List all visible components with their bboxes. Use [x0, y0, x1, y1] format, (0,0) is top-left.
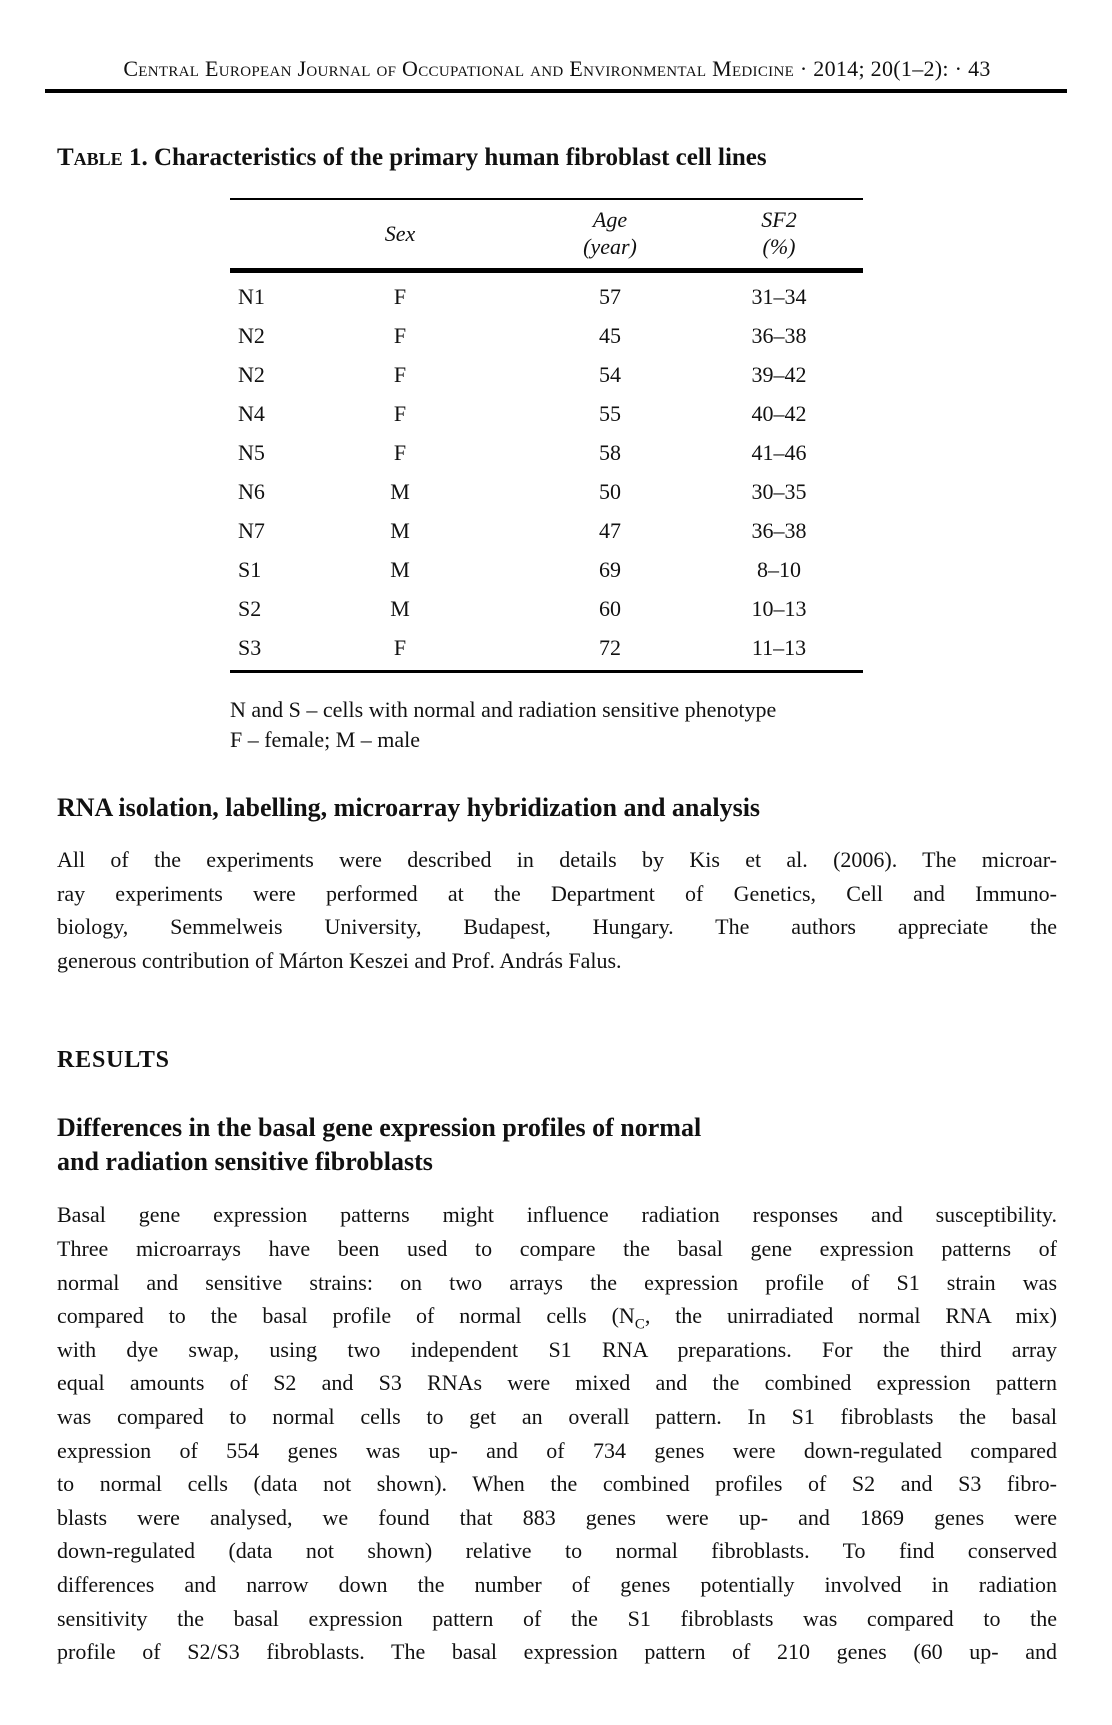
table-cell-sex: M [390, 517, 410, 543]
table-cell-sex: F [393, 634, 407, 660]
characteristics-table [230, 198, 863, 673]
table-cell-line: S1 [238, 556, 262, 582]
table-body [230, 273, 863, 673]
table-cell-sex: F [393, 439, 407, 465]
table-cell-line: N6 [238, 478, 265, 504]
table-row [230, 511, 863, 550]
table-cell-line: N2 [238, 361, 265, 387]
table-cell-age: 54 [599, 361, 621, 387]
table-row [230, 550, 863, 589]
footnote-line: F – female; M – male [230, 726, 421, 752]
table-cell-line: S3 [238, 634, 262, 660]
table-row [230, 589, 863, 628]
text-line: to normal cells (data not shown). When the combined profiles of S2 and S3 fibro- [57, 1471, 1057, 1497]
text-line: down-regulated (data not shown) relative to normal fibroblasts. To find conserved [57, 1538, 1057, 1564]
table-cell-age: 60 [599, 595, 621, 621]
text-line: and radiation sensitive fibroblasts [57, 1147, 433, 1177]
table-cell-sf2: 39–42 [751, 361, 807, 387]
table-cell-sex: M [390, 595, 410, 621]
text-line: compared to the basal profile of normal cells ($N_C$, the unirradiated normal RNA mix) [57, 1303, 1057, 1333]
text-line: differences and narrow down the number of genes potentially involved in radiation [57, 1571, 1057, 1597]
table-row [230, 316, 863, 355]
section-heading-rna: RNA isolation, labelling, microarray hybridization and analysis [57, 793, 761, 822]
table-row [230, 628, 863, 667]
header-rule [45, 89, 1067, 93]
text-line: Differences in the basal gene expression profiles of normal [57, 1113, 702, 1143]
table-cell-sex: F [393, 283, 407, 309]
text-line: All of the experiments were described in details by Kis et al. (2006). The microar- [57, 847, 1057, 872]
table-footnotes [230, 695, 1057, 754]
text-line: was compared to normal cells to get an overall pattern. In S1 fibroblasts the basal [57, 1403, 1057, 1429]
text-line: normal and sensitive strains: on two arrays the expression profile of S1 strain was [57, 1269, 1057, 1295]
table-row [230, 355, 863, 394]
table-cell-sf2: 11–13 [751, 634, 807, 660]
section-heading-results: RESULTS [57, 1047, 170, 1074]
table-header-sf2-line1: SF2 [761, 207, 797, 232]
table-cell-age: 55 [599, 400, 621, 426]
text-line: biology, Semmelweis University, Budapest, Hungary. The authors appreciate the [57, 914, 1057, 940]
table-cell-line: N4 [238, 400, 265, 426]
table-cell-sf2: 30–35 [751, 478, 807, 504]
text-line: blasts were analysed, we found that 883 genes were up- and 1869 genes were [57, 1504, 1057, 1530]
table-cell-sex: M [390, 478, 410, 504]
running-head: Central European Journal of Occupational and Environmental Medicine · 2014; 20(1–2): · 43 [123, 56, 991, 81]
table-cell-sf2: 40–42 [751, 400, 807, 426]
table-row [230, 277, 863, 316]
text-line: sensitivity the basal expression pattern of the S1 fibroblasts was compared to the [57, 1605, 1057, 1631]
table-cell-line: S2 [238, 595, 262, 621]
table-header-age-line2: (year) [583, 234, 637, 259]
paragraph-rna [57, 843, 1057, 977]
section-heading-differences [57, 1111, 1057, 1179]
table-title-label: Table 1. [57, 144, 148, 171]
paragraph-differences [57, 1198, 1057, 1668]
table-cell-line: N7 [238, 517, 265, 543]
table-cell-sex: F [393, 322, 407, 348]
table-cell-age: 50 [599, 478, 621, 504]
table-header-age-line1: Age [592, 207, 628, 232]
text-line: expression of 554 genes was up- and of 734 genes were down-regulated compared [57, 1437, 1057, 1463]
table-header-cell-sf2 [750, 206, 863, 260]
table-title-text: Characteristics of the primary human fibroblast cell lines [147, 144, 767, 171]
table-cell-age: 57 [599, 283, 621, 309]
table-cell-sf2: 31–34 [751, 283, 807, 309]
table-cell-sex: F [393, 400, 407, 426]
text-line: ray experiments were performed at the Department of Genetics, Cell and Immuno- [57, 880, 1057, 906]
table-title [57, 143, 1057, 173]
text-line: profile of S2/S3 fibroblasts. The basal expression pattern of 210 genes (60 up- and [57, 1639, 1057, 1665]
text-line: equal amounts of S2 and S3 RNAs were mixed and the combined expression pattern [57, 1370, 1057, 1396]
table-header-row [230, 200, 863, 273]
table-header-sf2-line2: (%) [762, 234, 796, 259]
table-cell-line: N5 [238, 439, 265, 465]
table-cell-age: 45 [599, 322, 621, 348]
table-cell-sf2: 41–46 [751, 439, 807, 465]
table-cell-sf2: 8–10 [757, 556, 801, 582]
text-line: Basal gene expression patterns might influence radiation responses and susceptibility. [57, 1202, 1057, 1228]
table-header-cell-age [470, 206, 750, 260]
table-row [230, 472, 863, 511]
text-line: with dye swap, using two independent S1 RNA preparations. For the third array [57, 1336, 1057, 1362]
text-line: generous contribution of Márton Keszei and Prof. András Falus. [57, 947, 622, 973]
table-cell-sex: M [390, 556, 410, 582]
footnote-line: N and S – cells with normal and radiation sensitive phenotype [230, 697, 777, 722]
table-cell-line: N2 [238, 322, 265, 348]
table-cell-sf2: 10–13 [751, 595, 807, 621]
table-cell-age: 72 [599, 634, 621, 660]
table-header-cell-sex: Sex [384, 220, 416, 246]
table-cell-age: 58 [599, 439, 621, 465]
table-cell-line: N1 [238, 283, 265, 309]
table-cell-age: 69 [599, 556, 621, 582]
table-cell-sf2: 36–38 [751, 322, 807, 348]
table-row [230, 433, 863, 472]
table-cell-sex: F [393, 361, 407, 387]
page-content [57, 0, 1057, 1669]
table-cell-age: 47 [599, 517, 621, 543]
text-line: Three microarrays have been used to compare the basal gene expression patterns of [57, 1235, 1057, 1261]
table-row [230, 394, 863, 433]
table-cell-sf2: 36–38 [751, 517, 807, 543]
